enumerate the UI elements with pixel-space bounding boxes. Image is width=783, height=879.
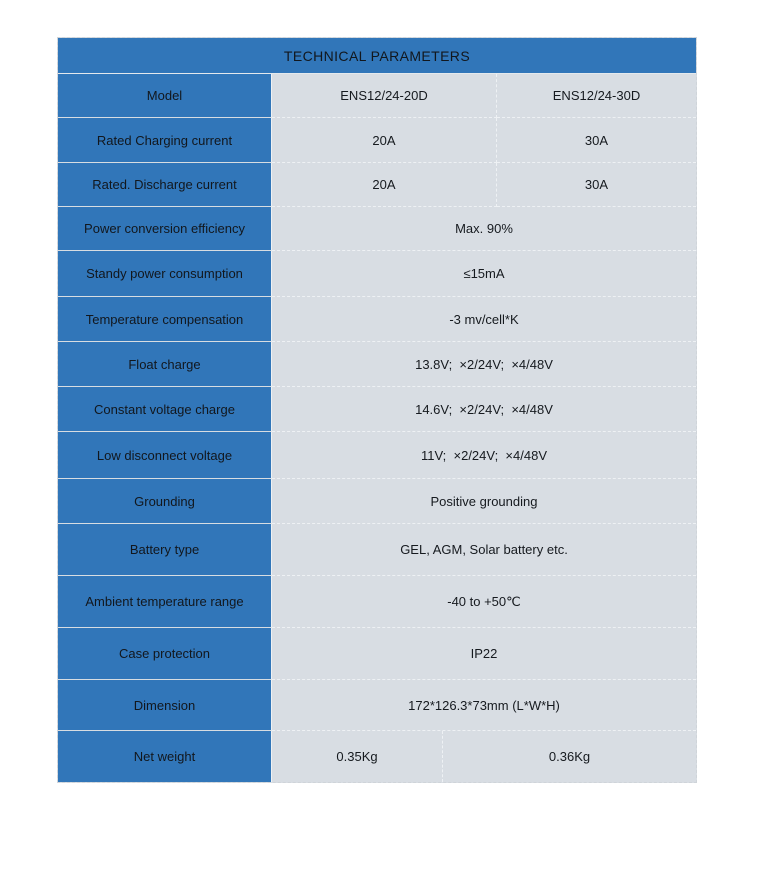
- row-value: 30A: [497, 118, 696, 163]
- table-row-low-disconnect-voltage: [58, 432, 696, 479]
- table-row-net-weight: [58, 731, 696, 782]
- row-label: Rated. Discharge current: [58, 163, 272, 207]
- table-row-rated-charging-current: [58, 118, 696, 163]
- row-value: 20A: [272, 163, 497, 207]
- row-value: 14.6V; ×2/24V; ×4/48V: [272, 387, 696, 432]
- table-row-dimension: [58, 680, 696, 731]
- row-value: ENS12/24-20D: [272, 74, 497, 118]
- row-label: Constant voltage charge: [58, 387, 272, 432]
- table-title: TECHNICAL PARAMETERS: [58, 38, 696, 74]
- row-value: ENS12/24-30D: [497, 74, 696, 118]
- row-value: 172*126.3*73mm (L*W*H): [272, 680, 696, 731]
- row-label: Case protection: [58, 628, 272, 680]
- row-value: 20A: [272, 118, 497, 163]
- row-label: Ambient temperature range: [58, 576, 272, 628]
- table-row-constant-voltage-charge: [58, 387, 696, 432]
- table-row-rated-discharge-current: [58, 163, 696, 207]
- row-value: Max. 90%: [272, 207, 696, 251]
- table-row-temperature-compensation: [58, 297, 696, 342]
- row-label: Standy power consumption: [58, 251, 272, 297]
- table-row-battery-type: [58, 524, 696, 576]
- row-value: Positive grounding: [272, 479, 696, 524]
- table-row-power-conversion-efficiency: [58, 207, 696, 251]
- table-row-standy-power-consumption: [58, 251, 696, 297]
- table-row-ambient-temperature-range: [58, 576, 696, 628]
- table-row-model: [58, 74, 696, 118]
- row-value: 13.8V; ×2/24V; ×4/48V: [272, 342, 696, 387]
- row-value: -3 mv/cell*K: [272, 297, 696, 342]
- row-value: ≤15mA: [272, 251, 696, 297]
- row-value: GEL, AGM, Solar battery etc.: [272, 524, 696, 576]
- row-value: 0.35Kg: [272, 731, 443, 782]
- row-value: 11V; ×2/24V; ×4/48V: [272, 432, 696, 479]
- technical-parameters-table: [57, 37, 697, 783]
- row-label: Net weight: [58, 731, 272, 782]
- row-label: Low disconnect voltage: [58, 432, 272, 479]
- row-label: Rated Charging current: [58, 118, 272, 163]
- row-value: -40 to +50℃: [272, 576, 696, 628]
- row-label: Float charge: [58, 342, 272, 387]
- row-value: IP22: [272, 628, 696, 680]
- row-label: Power conversion efficiency: [58, 207, 272, 251]
- row-value: 0.36Kg: [548, 749, 591, 764]
- table-row-case-protection: [58, 628, 696, 680]
- table-row-grounding: [58, 479, 696, 524]
- row-value: 30A: [497, 163, 696, 207]
- row-label: Dimension: [58, 680, 272, 731]
- row-label: Temperature compensation: [58, 297, 272, 342]
- row-label: Grounding: [58, 479, 272, 524]
- table-row-float-charge: [58, 342, 696, 387]
- row-label: Model: [58, 74, 272, 118]
- row-label: Battery type: [58, 524, 272, 576]
